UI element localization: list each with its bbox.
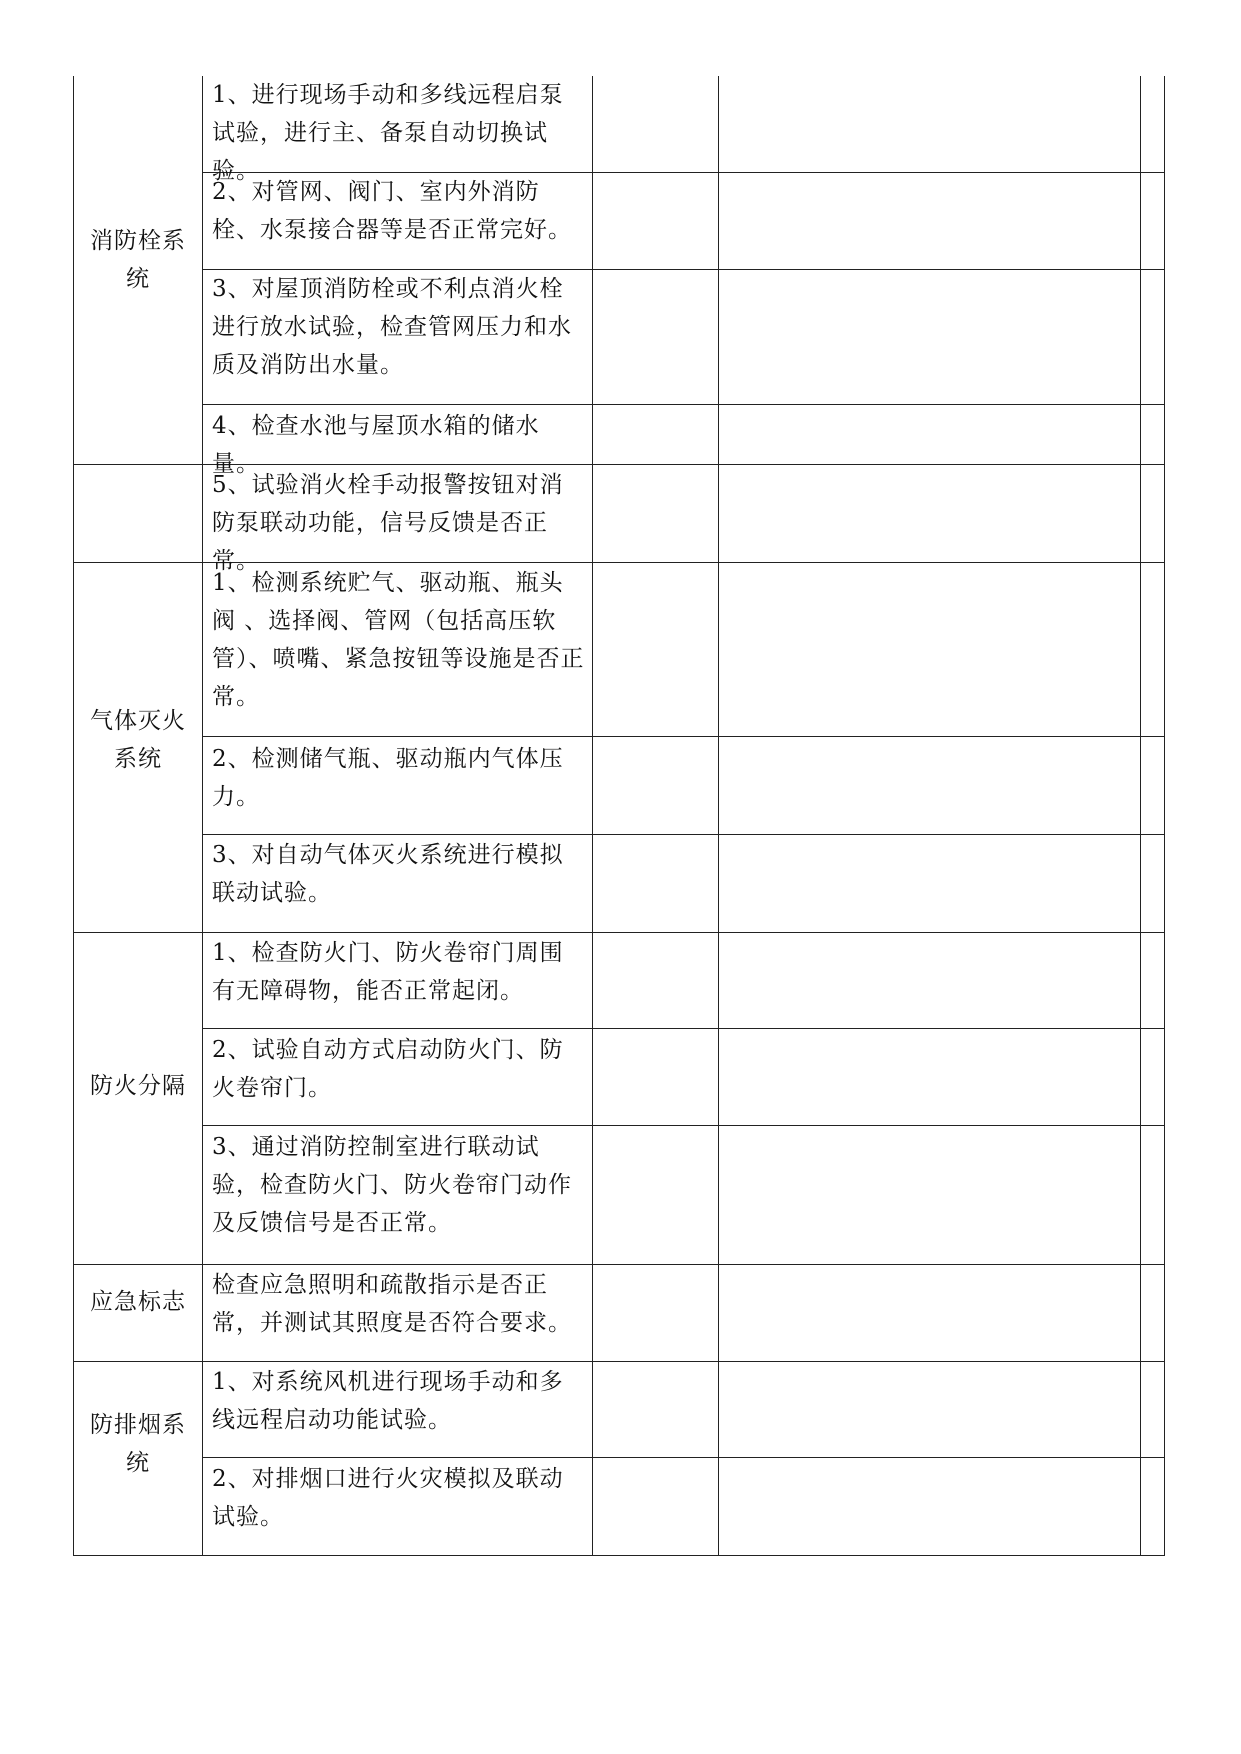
column-divider <box>1140 76 1141 1555</box>
category-cell: 防火分隔 <box>90 1073 186 1099</box>
column-divider <box>718 76 719 1555</box>
inspection-item: 1、检查防火门、防火卷帘门周围有无障碍物，能否正常起闭。 <box>212 940 564 1004</box>
row-divider <box>202 834 1165 835</box>
row-divider <box>202 404 1165 405</box>
inspection-item: 检查应急照明和疏散指示是否正常，并测试其照度是否符合要求。 <box>212 1272 572 1336</box>
inspection-item: 1、检测系统贮气、驱动瓶、瓶头阀 、选择阀、管网（包括高压软管）、喷嘴、紧急按钮等设施是否正常。 <box>212 570 585 710</box>
inspection-item: 2、检测储气瓶、驱动瓶内气体压力。 <box>212 746 564 810</box>
inspection-item: 5、试验消火栓手动报警按钮对消防泵联动功能，信号反馈是否正常。 <box>212 472 564 574</box>
table-border-left <box>73 76 74 1555</box>
table-border-right <box>1164 76 1165 1555</box>
inspection-item: 3、对屋顶消防栓或不利点消火栓进行放水试验，检查管网压力和水质及消防出水量。 <box>212 276 572 378</box>
inspection-item: 2、对管网、阀门、室内外消防栓、水泵接合器等是否正常完好。 <box>212 179 572 243</box>
inspection-item: 1、对系统风机进行现场手动和多线远程启动功能试验。 <box>212 1369 564 1433</box>
inspection-item: 2、试验自动方式启动防火门、防火卷帘门。 <box>212 1037 564 1101</box>
category-cell: 应急标志 <box>90 1289 186 1315</box>
row-divider <box>73 932 1165 933</box>
row-divider <box>202 1028 1165 1029</box>
category-cell: 防排烟系统 <box>90 1412 186 1476</box>
row-divider <box>202 736 1165 737</box>
table-border-bottom <box>73 1555 1165 1556</box>
category-cell: 气体灭火系统 <box>90 708 186 772</box>
row-divider <box>202 1457 1165 1458</box>
column-divider <box>592 76 593 1555</box>
inspection-item: 2、对排烟口进行火灾模拟及联动试验。 <box>212 1466 564 1530</box>
inspection-item: 1、进行现场手动和多线远程启泵试验，进行主、备泵自动切换试验。 <box>212 82 564 184</box>
inspection-item: 4、检查水池与屋顶水箱的储水量。 <box>212 413 540 477</box>
inspection-item: 3、通过消防控制室进行联动试验，检查防火门、防火卷帘门动作及反馈信号是否正常。 <box>212 1134 572 1236</box>
column-divider <box>202 76 203 1555</box>
inspection-item: 3、对自动气体灭火系统进行模拟联动试验。 <box>212 842 564 906</box>
category-cell: 消防栓系统 <box>90 228 186 292</box>
row-divider <box>73 1264 1165 1265</box>
row-divider <box>202 1125 1165 1126</box>
row-divider <box>73 1361 1165 1362</box>
